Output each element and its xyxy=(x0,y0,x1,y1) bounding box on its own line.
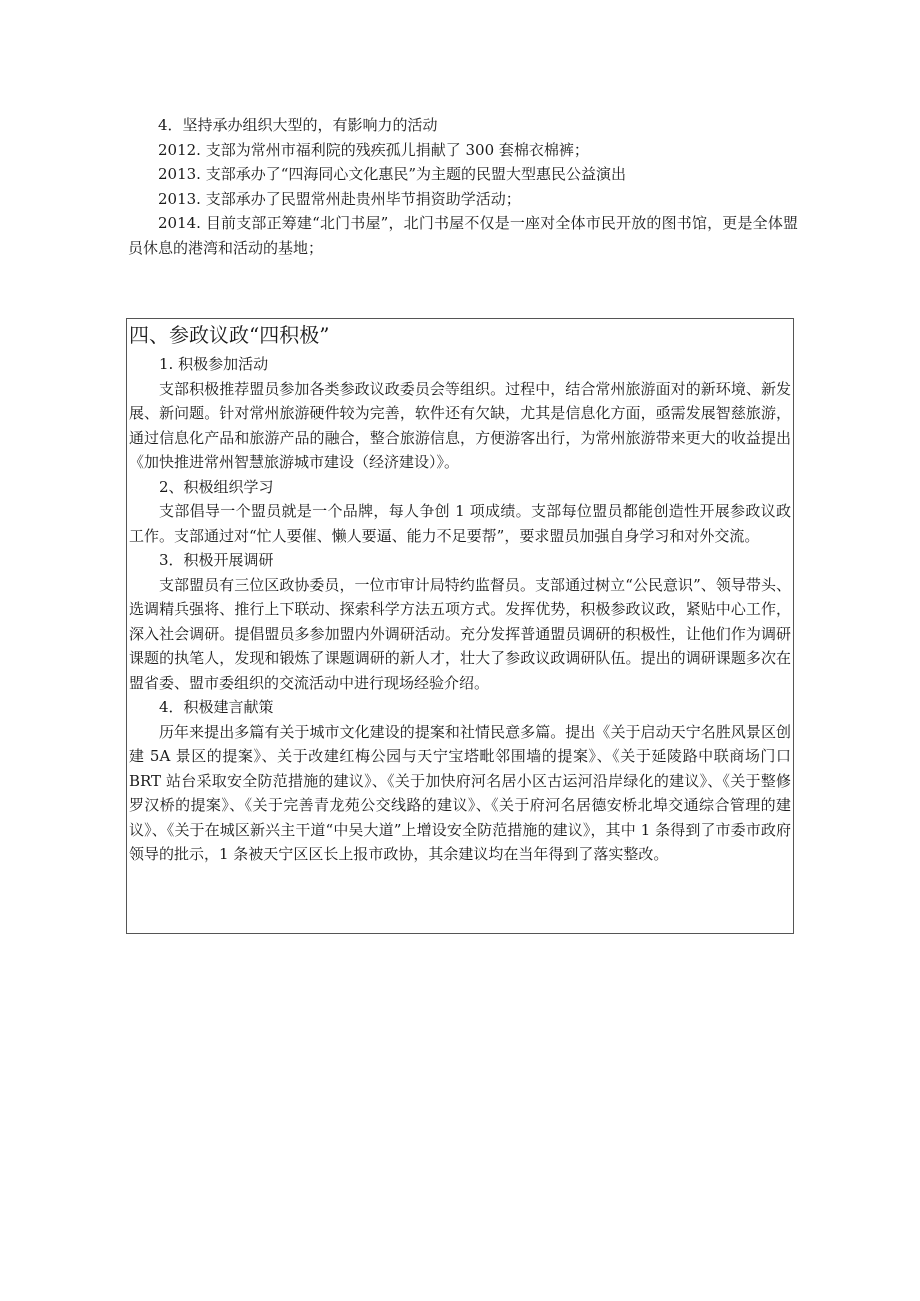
item-4-heading: 4．积极建言献策 xyxy=(159,698,274,716)
activities-block xyxy=(128,113,798,260)
activities-heading: 4．坚持承办组织大型的，有影响力的活动 xyxy=(158,116,438,134)
activity-item-2013-performance: 2013. 支部承办了“四海同心文化惠民”为主题的民盟大型惠民公益演出 xyxy=(158,165,627,183)
activity-item-2013-bijie: 2013. 支部承办了民盟常州赴贵州毕节捐资助学活动； xyxy=(158,189,521,208)
item-1-heading: 1. 积极参加活动 xyxy=(159,355,269,373)
item-2-body: 支部倡导一个盟员就是一个品牌，每人争创 1 项成绩。支部每位盟员都能创造性开展参政议政工作。支部通过对“忙人要催、懒人要逼、能力不足要帮”，要求盟员加强自身学习和对外交流。 xyxy=(129,502,791,545)
activity-item-2014: 2014. 目前支部正筹建“北门书屋”，北门书屋不仅是一座对全体市民开放的图书馆，更是全体盟员休息的港湾和活动的基地； xyxy=(128,214,798,257)
item-3-heading: 3．积极开展调研 xyxy=(159,551,274,569)
section-box xyxy=(126,318,794,934)
item-3-body: 支部盟员有三位区政协委员，一位市审计局特约监督员。支部通过树立“公民意识”、领导带头、选调精兵强将、推行上下联动、探索科学方法五项方式。发挥优势，积极参政议政，紧贴中心工作，深入社会调研。提倡盟员多参加盟内外调研活动。充分发挥普通盟员调研的积极性，让他们作为调研课题的执笔人，发现和锻炼了课题调研的新人才，壮大了参政议政调研队伍。提出的调研课题多次在盟省委、盟市委组织的交流活动中进行现场经验介绍。 xyxy=(129,575,791,692)
item-2-heading: 2、积极组织学习 xyxy=(159,477,274,496)
item-1-body: 支部积极推荐盟员参加各类参政议政委员会等组织。过程中，结合常州旅游面对的新环境、新发展、新问题。针对常州旅游硬件较为完善，软件还有欠缺，尤其是信息化方面，亟需发展智慈旅游，通过信息化产品和旅游产品的融合，整合旅游信息，方便游客出行，为常州旅游带来更大的收益提出《加快推进常州智慧旅游城市建设（经济建设）》。 xyxy=(129,379,791,471)
activity-item-2012: 2012. 支部为常州市福利院的残疾孤儿捐献了 300 套棉衣棉裤； xyxy=(158,140,589,159)
item-4-body: 历年来提出多篇有关于城市文化建设的提案和社情民意多篇。提出《关于启动天宁名胜风景区创建 5A 景区的提案》、关于改建红梅公园与天宁宝塔毗邻围墙的提案》、《关于延陵路中联商场门口 BRT 站台采取安全防范措施的建议》、《关于加快府河名居小区古运河沿岸绿化的建议》、《关于整修罗汉桥的提案》、《关于完善青龙苑公交线路的建议》、《关于府河名居德安桥北埠交通综合管理的建议》、《关于在城区新兴主干道“中吴大道”上增设安全防范措施的建议》，其中 1 条得到了市委市政府领导的批示，1 条被天宁区区长上报市政协，其余建议均在当年得到了落实整改。 xyxy=(129,722,791,863)
section-title: 四、参政议政“四积极” xyxy=(129,323,330,347)
